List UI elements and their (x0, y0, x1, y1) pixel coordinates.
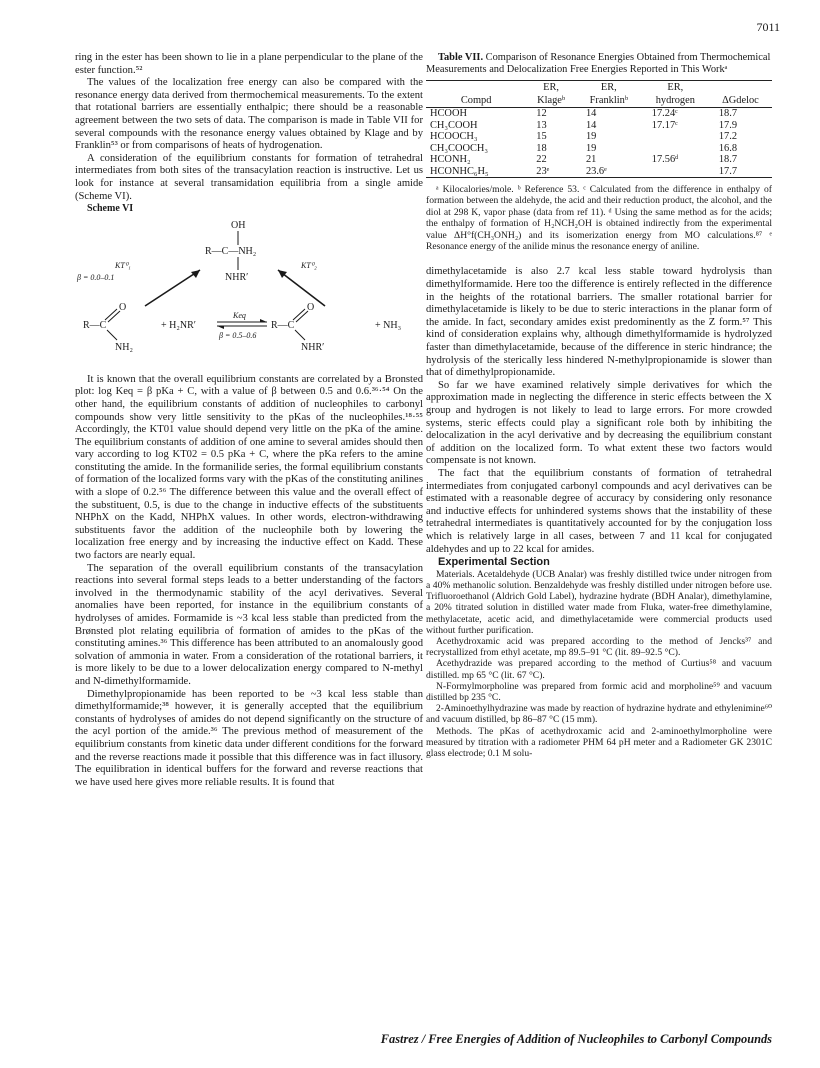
scheme-beta1: β = 0.0–0.1 (77, 272, 115, 282)
experimental-section (426, 569, 772, 759)
table-cell: HCONHC₆H₅ (426, 166, 526, 178)
table-cell (642, 166, 709, 178)
paragraph: The separation of the overall equilibrium constants of the transacylation reactions into several formal steps leads to a better understanding of the factors involved in the thermodynamic stability of the acyl derivatives. Several anomalies have been reported, for instance in the equilibrium constants of hydrolyses of amides. Formamide is ~3 kcal less stable than predicted from the Brønsted plot relating equilibria of formation of amides to the pKas of the constituting amines.³⁶ This difference has been attributed to an anomalously good solvation of ammonia in water. From a consideration of the rotational barriers, it is more likely to be due to a lower delocalization energy compared to N-methyl and N-dimethylformamide. (75, 562, 423, 687)
table-row (426, 154, 772, 166)
table-cell: HCOOCH₃ (430, 131, 478, 142)
scheme-o1: O (119, 301, 127, 313)
table-vii (426, 80, 772, 178)
table-cell: 18 (536, 142, 547, 154)
table-header: Franklinᵇ (576, 94, 642, 108)
paragraph: Acethydrazide was prepared according to the method of Curtius⁵⁸ and vacuum distilled. mp 65 °C (lit. 67 °C). (426, 658, 772, 681)
running-footer: Fastrez / Free Energies of Addition of Nucleophiles to Carbonyl Compounds (380, 1032, 772, 1046)
paragraph: Dimethylpropionamide has been reported to be ~3 kcal less stable than dimethylformamide;³⁸ however, it is generally accepted that the equilibrium constants of hydrolyses of amides do not depend significantly on the structure of the acyl portion of the amide.³⁶ The previous method of measurement of the equilibrium constants from kinetic data under different conditions for the forward and the reverse reactions made it possible that this difference was in fact illusory. The equilibration in identical buffers for the forward and reverse reactions that we have used here gives more reliable results. It is found that (75, 688, 423, 788)
paragraph: The values of the localization free energy can also be compared with the resonance energy data derived from thermochemical measurements. To the extent that rotational barriers are essentially enthalpic; there should be a reasonable agreement between the two sets of data. The comparison is made in Table VII for several compounds with the resonance energy values obtained by Klage and by Franklin⁵³ or from comparisons of heats of hydrogenation. (75, 77, 423, 152)
table-header-top: ER, (600, 82, 617, 93)
table-cell: 21 (585, 154, 597, 165)
table-cell: 17.7 (709, 166, 772, 178)
scheme-plus-nh3: + NH₃ (375, 319, 402, 331)
table-cell (642, 143, 709, 155)
table-cell: 17.56ᵈ (651, 154, 679, 165)
table-cell: 17.9 (718, 119, 738, 131)
table-cell: 19 (585, 131, 597, 142)
scheme-oh: OH (231, 219, 246, 231)
table-row (426, 108, 772, 120)
table-header: Klageᵇ (526, 94, 576, 108)
table-cell: 12 (536, 108, 547, 119)
table-cell: 22 (536, 154, 547, 165)
left-column (75, 52, 423, 789)
scheme-right-rc: R—C (271, 319, 295, 331)
table-cell: 19 (585, 142, 597, 154)
table-cell: 23.6ᵉ (576, 166, 642, 178)
paragraph: Methods. The pKas of acethydroxamic acid and 2-aminoethylmorpholine were measured by titration with a radiometer PHM 64 pH meter and a Radiometer GK 2301C glass electrode; 0.1 M solu- (426, 725, 772, 759)
table-cell: 13 (536, 119, 547, 131)
table-cell: 18.7 (718, 154, 738, 165)
table-row (426, 166, 772, 178)
table-header: ΔGdeloc (709, 94, 772, 108)
scheme-vi (75, 218, 423, 366)
right-column (426, 52, 772, 759)
table-cell: 16.8 (718, 142, 738, 154)
paragraph: It is known that the overall equilibrium constants are correlated by a Bronsted plot: log Keq = β pKa + C, with a value of β between 0.5 and 0.6.³⁶·⁵⁴ On the other hand, the equilibrium constants of addition of nucleophiles to carbonyl compounds show very little sensitivity to the pKas of the nucleophiles.¹⁸·⁵⁵ Accordingly, the KT01 value should depend very little on the pKa of the amine. The equilibrium constants of addition of one amine to several amides should then vary according to log KT02 = 0.5 pKa + C, where the pKa refers to the amine constituting the amide. In the formanilide series, the formal equilibrium constants of formation of the localized forms vary with the pKas of the constituting anilines with a slope of 0.2.⁵⁶ The difference between this value and the overall effect of the substituent, 0.5, is due to the change in inductive effects of the substituents NHPhX on the Kadd, NHPhX values. In other words, electron-withdrawing substituents favor the addition of the nucleophile both by lowering the localization free energy and by increasing the inductive effect on Kadd. These two factors are nearly equal. (75, 373, 423, 562)
table-header-top: ER, (543, 82, 560, 93)
scheme-nhr-right: NHR′ (301, 341, 325, 353)
table-cell: 17.17ᶜ (651, 119, 678, 131)
table-cell: 14 (585, 119, 597, 131)
paragraph: ring in the ester has been shown to lie in a plane perpendicular to the plane of the ester function.⁵² (75, 52, 423, 76)
table-footnotes: ᵃ Kilocalories/mole. ᵇ Reference 53. ᶜ Calculated from the difference in enthalpy of formation between the aldehyde, the acid and their reduction product, the alcohol, and the diol at 298 K, vapor phase (data from ref 11). ᵈ Using the same method as for the acids; the enthalpy of formation of H₂NCH₂OH is obtained indirectly from the experimental value ΔH°f(CH₃ONH₂) and its isomerization energy from MO calculations.⁸⁷ ᵉ Resonance energy of the anilide minus the resonance energy of aniline. (426, 184, 772, 253)
table-cell: 17.24ᶜ (651, 108, 678, 119)
scheme-nh2: NH₂ (115, 341, 133, 353)
table-cell: 15 (536, 131, 547, 142)
table-header-top (709, 81, 772, 95)
scheme-nhr: NHR′ (225, 271, 249, 283)
scheme-plus-h2nr: + H₂NR′ (161, 319, 196, 331)
scheme-beta2: β = 0.5–0.6 (219, 330, 257, 340)
table-row (426, 120, 772, 132)
table-cell (642, 131, 709, 143)
table-cell: CH₃COOCH₃ (430, 142, 489, 154)
scheme-o2: O (307, 301, 315, 313)
paragraph: dimethylacetamide is also 2.7 kcal less stable toward hydrolysis than dimethylformamide. Here too the difference is entirely reflected in the difference in the heights of the rotational barriers. The smaller rotational barrier for dimethylacetamide is likely to be due to steric interactions in the planar form of the amide. In fact, secondary amides exist predominently as the Z form.⁵⁷ This kind of consideration explains why, although dimethylformamide is hydrolyzed faster than dimethylacetamide, because of the difference in steric hindrance; the hydrolysis of the sterically less hindered N-methylpropionamide is slower than that of dimethylpropionamide. (426, 266, 772, 379)
table-cell: 17.2 (718, 131, 738, 142)
page-number: 7011 (756, 20, 780, 34)
section-title: Experimental Section (438, 556, 550, 569)
table-header-top: ER, (667, 82, 684, 93)
scheme-keq: Keq (233, 310, 246, 320)
paragraph: The fact that the equilibrium constants of formation of tetrahedral intermediates from conjugated carbonyl compounds and acyl derivatives can be estimated with a reasonable degree of accuracy by considering only resonance and inductive effects for unhindered systems shows that the instability of these tetrahedral intermediates is quantitatively accounted for by the conjugation loss which is relatively large in all cases, between 7 and 11 kcal for conjugated aldehydes and up to 22 kcal for amides. (426, 467, 772, 555)
paragraph: N-Formylmorpholine was prepared from formic acid and morpholine⁵⁹ and vacuum distilled bp 235 °C. (426, 680, 772, 703)
table-header-top (426, 81, 526, 95)
scheme-kt01: KT⁰₁ (115, 260, 131, 270)
table-cell: HCONH₂ (430, 154, 471, 165)
table-cell: 18.7 (718, 108, 738, 119)
table-cell: HCOOH (430, 108, 467, 119)
table-row (426, 143, 772, 155)
paragraph: 2-Aminoethylhydrazine was made by reaction of hydrazine hydrate and ethylenimine⁶⁰ and vacuum distilled, bp 86–87 °C (15 mm). (426, 703, 772, 726)
table-caption-label: Table VII. (438, 52, 484, 63)
scheme-left-rc: R—C (83, 319, 107, 331)
table-cell: CH₃COOH (430, 119, 478, 131)
scheme-r-c-nh2: R—C—NH₂ (205, 245, 257, 257)
table-header: Compd (426, 94, 526, 108)
table-caption (426, 52, 772, 76)
paragraph: So far we have examined relatively simple derivatives for which the approximation made in neglecting the difference in steric effects between the X group and hydrogen is not likely to lead to large errors. For more crowded systems, steric effects could play a significant role both by inhibiting the delocalization in the acyl derivative and by decreasing the equilibrium constant of addition on the localized form. To what extent these two factors would compensate is not known. (426, 379, 772, 467)
paragraph: A consideration of the equilibrium constants for formation of tetrahedral intermediates from both sites of the transacylation reaction is instructive. Let us look for instance at several transamidation equilibria from a single amide (Scheme VI). (75, 152, 423, 202)
table-cell: 14 (585, 108, 597, 119)
table-row (426, 131, 772, 143)
scheme-kt02: KT⁰₂ (301, 260, 317, 270)
scheme-label: Scheme VI (87, 203, 134, 215)
table-cell: 23ᵉ (526, 166, 576, 178)
table-caption-text: Comparison of Resonance Energies Obtained from Thermochemical Measurements and Delocalization Free Energies Reported in This Workᵃ (426, 52, 771, 75)
table-header: hydrogen (642, 94, 709, 108)
paragraph: Acethydroxamic acid was prepared according to the method of Jencks³⁷ and recrystallized from ethyl acetate, mp 89.5–91 °C (lit. 89–92.5 °C). (426, 635, 772, 659)
paragraph: Materials. Acetaldehyde (UCB Analar) was freshly distilled twice under nitrogen from a 40% methanolic solution. Benzaldehyde was freshly distilled under nitrogen before use. Trifluoroethanol (Aldrich Gold Label), hydrazine hydrate (BDH Analar), dimethylamine, a 20% titrated solution in distilled water made from Fluka, water-free dimethylamine, methylacetate, acetic acid, and dimethylacetamide were commercial products used without further purification. (426, 568, 772, 636)
scheme-diagram (75, 218, 423, 366)
